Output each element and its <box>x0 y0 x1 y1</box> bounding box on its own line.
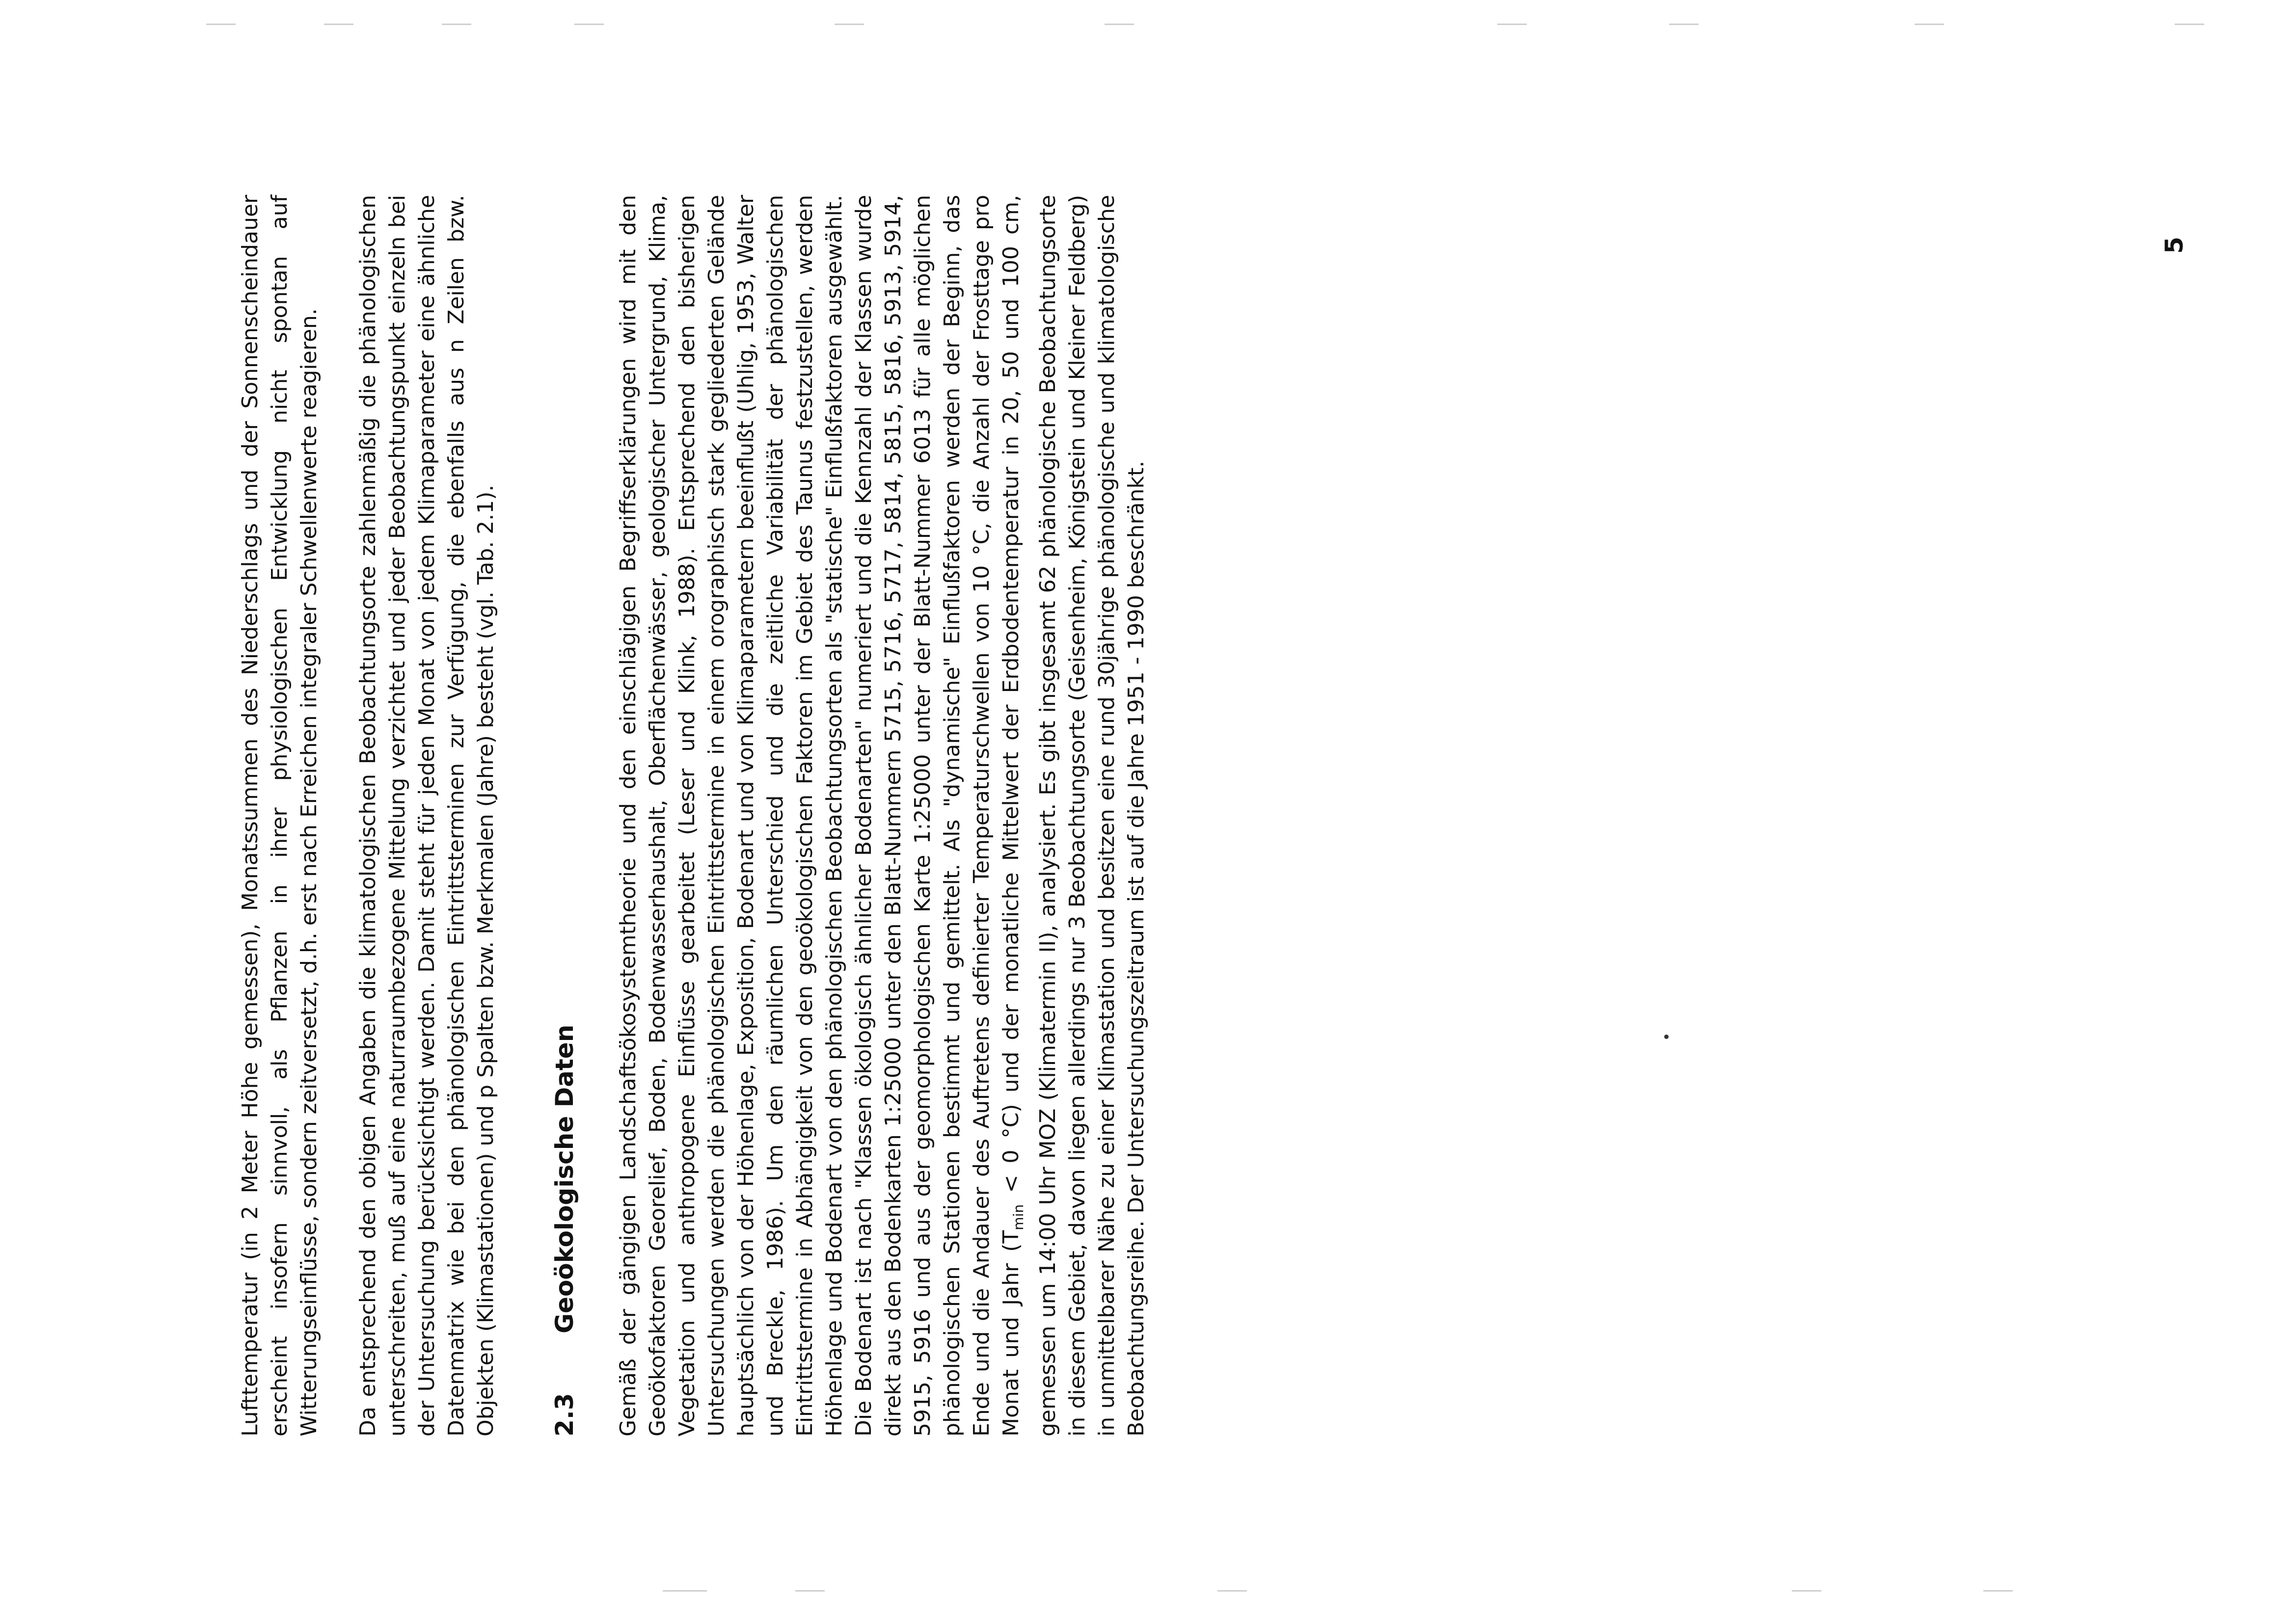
subscript-min: min <box>1010 1204 1026 1230</box>
section-number: 2.3 <box>550 1393 579 1437</box>
paragraph-main <box>614 195 1151 1437</box>
page-body <box>236 195 1181 1437</box>
page-number: 5 <box>2160 237 2188 254</box>
paragraph-intro-1: Lufttemperatur (in 2 Meter Höhe gemessen), Monatssummen des Niederschlags und der Sonnenscheindauer erscheint insofern sinnvoll, als Pflanzen in ihrer physiologischen Entwicklung nicht spontan auf Witterungseinflüsse, sondern zeitversetzt, d.h. erst nach Erreichen integraler Schwellenwerte reagieren. <box>238 195 322 1437</box>
section-title: Geoökologische Daten <box>550 1024 579 1333</box>
paragraph-main-text-2: < 0 °C) und der monatliche Mittelwert der Erdbodentemperatur in 20, 50 und 100 cm, gemessen um 14:00 Uhr MOZ (Klimatermin II), analysiert. Es gibt insgesamt 62 phänologische Beobachtungsorte in diesem Gebiet, davon liegen allerdings nur 3 Beobachtungsorte (Geisenheim, Königstein und Kleiner Feldberg) in unmittelbarer Nähe zu einer Klimastation und besitzen eine rund 30jährige phänologische und klimatologische Beobachtungsreihe. Der Untersuchungszeitraum ist auf die Jahre 1951 - 1990 beschränkt. <box>999 195 1149 1437</box>
paragraph-main-text-1: Gemäß der gängigen Landschaftsökosystemtheorie und den einschlägigen Begriffserklärungen wird mit den Geoökofaktoren Georelief, Boden, Bodenwasserhaushalt, Oberflächenwässer, geologischer Untergrund, Klima, Vegetation und anthropogene Einflüsse gearbeitet (Leser und Klink, 1988). Entsprechend den bisherigen Untersuchungen werden die phänologischen Eintrittstermine in einem orographisch stark gegliederten Gelände hauptsächlich von der Höhenlage, Exposition, Bodenart und von Klimaparametern beeinflußt (Uhlig, 1953, Walter und Breckle, 1986). Um den räumlichen Unterschied und die zeitliche Variabilität der phänologischen Eintrittstermine in Abhängigkeit von den geoökologischen Faktoren im Gebiet des Taunus festzustellen, werden Höhenlage und Bodenart von den phänologischen Beobachtungsorten als "statische" Einflußfaktoren ausgewählt. Die Bodenart ist nach "Klassen ökologisch ähnlicher Bodenarten" numeriert und die Kennzahl der Klassen wurde direkt aus den Bodenkarten 1:25000 unter den Blatt-Nummern 5715, 5716, 5717, 5814, 5815, 5816, 5913, 5914, 5915, 5916 und aus der geomorphologischen Karte 1:25000 unter der Blatt-Nummer 6013 für alle möglichen phänologischen Stationen bestimmt und gemittelt. Als "dynamische" Einflußfaktoren werden der Beginn, das Ende und die Andauer des Auftretens definierter Temperaturschwellen von 10 °C, die Anzahl der Frosttage pro Monat und Jahr (T <box>616 195 1024 1437</box>
paragraph-intro-2: Da entsprechend den obigen Angaben die klimatologischen Beobachtungsorte zahlenmäßig die phänologischen unterschreiten, muß auf eine naturraumbezogene Mittelung verzichtet und jeder Beobachtungspunkt einzeln bei der Untersuchung berücksichtigt werden. Damit steht für jeden Monat von jedem Klimaparameter eine ähnliche Datenmatrix wie bei den phänologischen Eintrittsterminen zur Verfügung, die ebenfalls aus n Zeilen bzw. Objekten (Klimastationen) und p Spalten bzw. Merkmalen (Jahre) besteht (vgl. Tab. 2.1). <box>355 195 498 1437</box>
scan-speck <box>1664 1035 1669 1039</box>
section-heading <box>550 195 579 1437</box>
